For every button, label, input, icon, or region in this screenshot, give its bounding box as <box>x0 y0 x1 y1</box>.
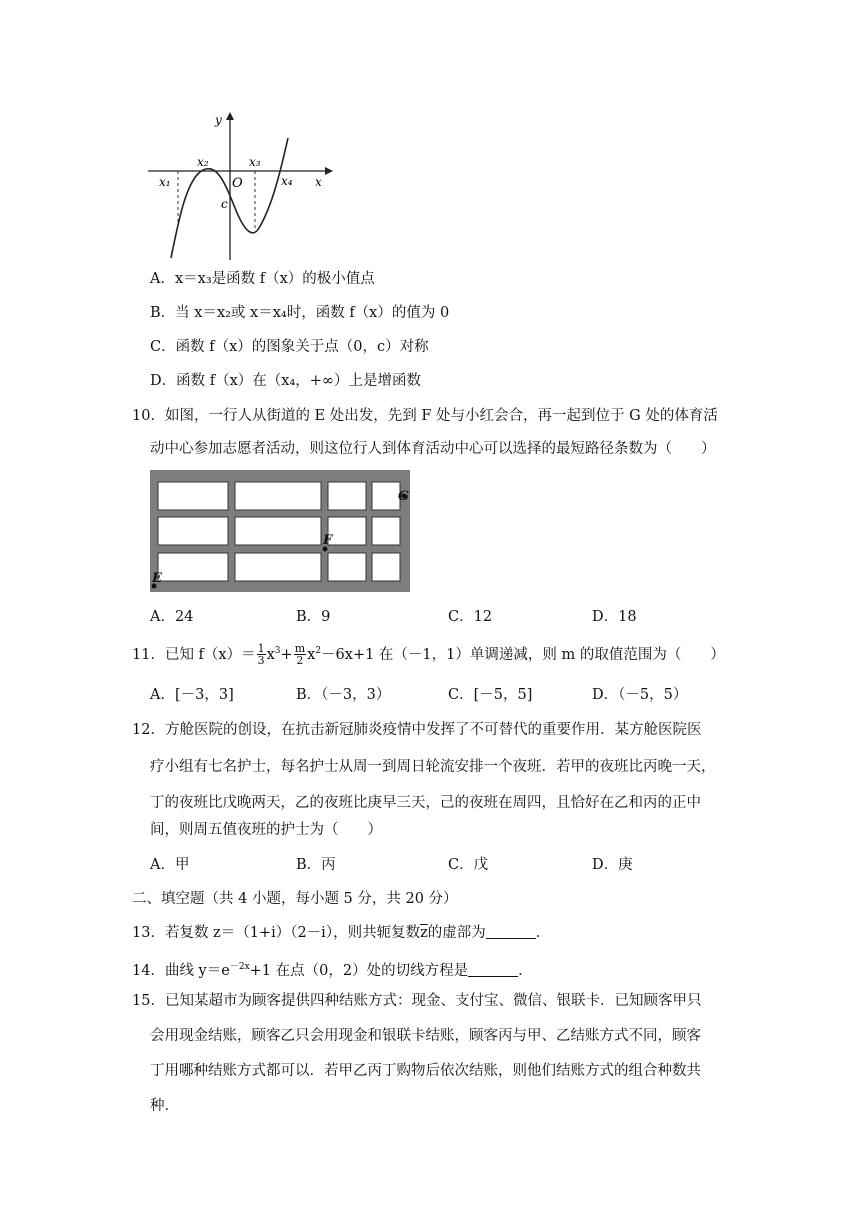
q11-option-d: D．（－5，5） <box>592 687 688 703</box>
q10-line2: 动中心参加志愿者活动，则这位行人到体育活动中心可以选择的最短路径条数为（ ） <box>150 441 716 457</box>
q9-option-b: B．当 x＝x₂或 x＝x₄时，函数 f（x）的值为 0 <box>150 305 450 321</box>
q9-option-d: D．函数 f（x）在（x₄，+∞）上是增函数 <box>150 373 421 389</box>
q15-line4: 种． <box>150 1098 179 1114</box>
q10-option-d: D．18 <box>592 609 637 625</box>
point-f-label: F <box>323 533 333 548</box>
q13-answer-blank[interactable] <box>486 924 536 939</box>
q13-stem: 13．若复数 z＝（1+i）（2－i），则共轭复数$\overline{z}$的虚部为 ． <box>132 925 551 941</box>
x-axis-label: x <box>315 175 322 189</box>
x2-label: x₂ <box>197 155 209 169</box>
origin-label: O <box>232 176 243 191</box>
q10-option-b: B．9 <box>296 609 331 625</box>
function-graph <box>145 108 335 263</box>
q12-line2: 疗小组有七名护士，每名护士从周一到周日轮流安排一个夜班．若甲的夜班比丙晚一天， <box>150 759 716 775</box>
q12-line3: 丁的夜班比戊晚两天，乙的夜班比庚早三天，己的夜班在周四，且恰好在乙和丙的正中 <box>150 795 701 811</box>
q11-option-b: B．（－3，3） <box>296 687 391 703</box>
q9-option-c: C．函数 f（x）的图象关于点（0，c）对称 <box>150 339 429 355</box>
q11-option-c: C．[－5，5] <box>448 687 533 703</box>
q10-line1: 10．如图，一行人从街道的 E 处出发，先到 F 处与小红会合，再一起到位于 G 处的体育活 <box>132 408 718 424</box>
c-label: c <box>221 197 228 211</box>
y-axis-label: y <box>215 113 222 127</box>
q11-stem: 11．已知 f（x）＝ $\frac{1}{3}$ $x^3+$ $\frac{m}{2}$ $x^2-6x+1$ 在（－1，1）单调递减，则 m 的取值范围为（ ） <box>132 642 725 668</box>
q12-line1: 12．方舱医院的创设，在抗击新冠肺炎疫情中发挥了不可替代的重要作用．某方舱医院医 <box>132 722 702 738</box>
street-grid-figure <box>150 470 410 592</box>
point-g-label: G <box>398 489 410 504</box>
q10-option-a: A．24 <box>150 609 194 625</box>
q12-option-c: C．戊 <box>448 857 489 873</box>
q15-line2: 会用现金结账，顾客乙只会用现金和银联卡结账，顾客丙与甲、乙结账方式不同，顾客 <box>150 1028 701 1044</box>
q14-answer-blank[interactable] <box>468 962 518 977</box>
q14-stem: 14．曲线 $y=e^{-2x}+1$ 在点（0，2）处的切线方程是 ． <box>132 962 533 979</box>
section-2-heading: 二、填空题（共 4 小题，每小题 5 分，共 20 分） <box>132 891 458 907</box>
q12-option-a: A．甲 <box>150 857 190 873</box>
x1-label: x₁ <box>159 175 171 189</box>
x3-label: x₃ <box>249 155 261 169</box>
q10-option-c: C．12 <box>448 609 493 625</box>
q15-line3: 丁用哪种结账方式都可以．若甲乙丙丁购物后依次结账，则他们结账方式的组合种数共 <box>150 1063 701 1079</box>
point-e-label: E <box>152 571 162 586</box>
q9-option-a: A．x＝x₃是函数 f（x）的极小值点 <box>150 271 375 287</box>
q11-option-a: A．[－3，3] <box>150 687 234 703</box>
q12-option-d: D．庚 <box>592 857 633 873</box>
x4-label: x₄ <box>281 174 293 188</box>
q15-line1: 15．已知某超市为顾客提供四种结账方式：现金、支付宝、微信、银联卡．已知顾客甲只 <box>132 993 702 1009</box>
q12-line4: 间，则周五值夜班的护士为（ ） <box>150 822 382 838</box>
q12-option-b: B．丙 <box>296 857 336 873</box>
